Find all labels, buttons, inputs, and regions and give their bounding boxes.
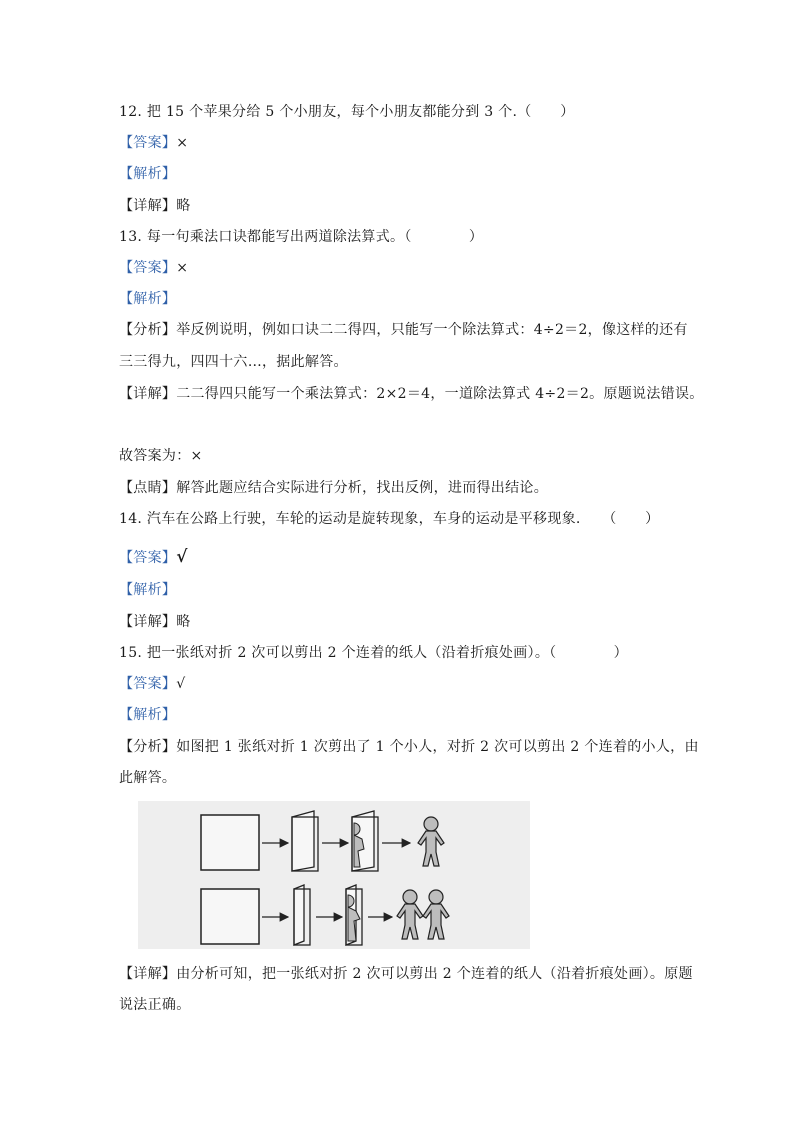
answer-tag: 【答案】 (119, 550, 177, 566)
q15-detail-line2: 说法正确。 (119, 997, 191, 1013)
q12-detail (119, 196, 191, 216)
square-paper-1 (201, 815, 259, 870)
detail-text: 二二得四只能写一个乘法算式：2×2＝4，一道除法算式 4÷2＝2。原题说法错误。 (176, 386, 704, 402)
q15-answer (119, 674, 185, 694)
paper-person-icon (423, 890, 449, 939)
detail-tag: 【详解】 (119, 386, 177, 402)
answer-value: √ (176, 547, 188, 567)
paper-person-icon (397, 890, 423, 939)
q13-fenxi-line1 (119, 320, 688, 340)
q12-answer (119, 133, 188, 153)
q15-detail-line1 (119, 964, 693, 984)
q13-analysis-tag: 【解析】 (119, 291, 177, 307)
row-one-fold (201, 811, 444, 871)
fenxi-tag: 【分析】 (119, 739, 177, 755)
detail-tag: 【详解】 (119, 198, 177, 214)
q12-question: 12. 把 15 个苹果分给 5 个小朋友，每个小朋友都能分到 3 个.（ ） (119, 104, 575, 120)
paper-folding-diagram (138, 801, 530, 949)
row-two-fold (201, 885, 449, 945)
answer-value: √ (176, 676, 186, 692)
detail-tag: 【详解】 (119, 614, 177, 630)
q13-detail (119, 384, 704, 404)
q13-question: 13. 每一句乘法口诀都能写出两道除法算式。（ ） (119, 229, 484, 245)
paper-person-icon (418, 817, 444, 866)
fenxi-text: 如图把 1 张纸对折 1 次剪出了 1 个小人，对折 2 次可以剪出 2 个连着的小人，由 (176, 739, 699, 755)
answer-tag: 【答案】 (119, 135, 177, 151)
q13-dianjing (119, 478, 548, 498)
q12-analysis-tag: 【解析】 (119, 166, 177, 182)
detail-tag: 【详解】 (119, 966, 177, 982)
dianjing-text: 解答此题应结合实际进行分析，找出反例，进而得出结论。 (176, 480, 549, 496)
q14-detail (119, 612, 191, 632)
answer-tag: 【答案】 (119, 676, 177, 692)
q15-question: 15. 把一张纸对折 2 次可以剪出 2 个连着的纸人（沿着折痕处画）。（ ） (119, 645, 628, 661)
answer-value: × (176, 135, 189, 151)
q13-conclusion: 故答案为：× (119, 448, 203, 464)
fenxi-tag: 【分析】 (119, 322, 177, 338)
detail-text: 由分析可知，把一张纸对折 2 次可以剪出 2 个连着的纸人（沿着折痕处画）。原题 (176, 966, 693, 982)
q15-analysis-tag: 【解析】 (119, 707, 177, 723)
q15-fenxi-line2: 此解答。 (119, 770, 177, 786)
q14-answer (119, 547, 188, 568)
square-paper-2 (201, 889, 259, 944)
answer-value: × (176, 260, 189, 276)
answer-tag: 【答案】 (119, 260, 177, 276)
q15-fenxi-line1 (119, 737, 699, 757)
paper-folding-figure (138, 801, 530, 949)
fenxi-text: 举反例说明，例如口诀二二得四，只能写一个除法算式：4÷2＝2，像这样的还有 (176, 322, 688, 338)
detail-text: 略 (176, 614, 191, 630)
q13-fenxi-line2: 三三得九，四四十六…，据此解答。 (119, 354, 348, 370)
q14-question: 14. 汽车在公路上行驶，车轮的运动是旋转现象，车身的运动是平移现象. （ ） (119, 511, 660, 527)
q13-answer (119, 258, 188, 278)
dianjing-tag: 【点睛】 (119, 480, 177, 496)
detail-text: 略 (176, 198, 191, 214)
folded-paper-1 (292, 811, 314, 871)
q14-analysis-tag: 【解析】 (119, 582, 177, 598)
folded-paper-2 (294, 885, 304, 945)
